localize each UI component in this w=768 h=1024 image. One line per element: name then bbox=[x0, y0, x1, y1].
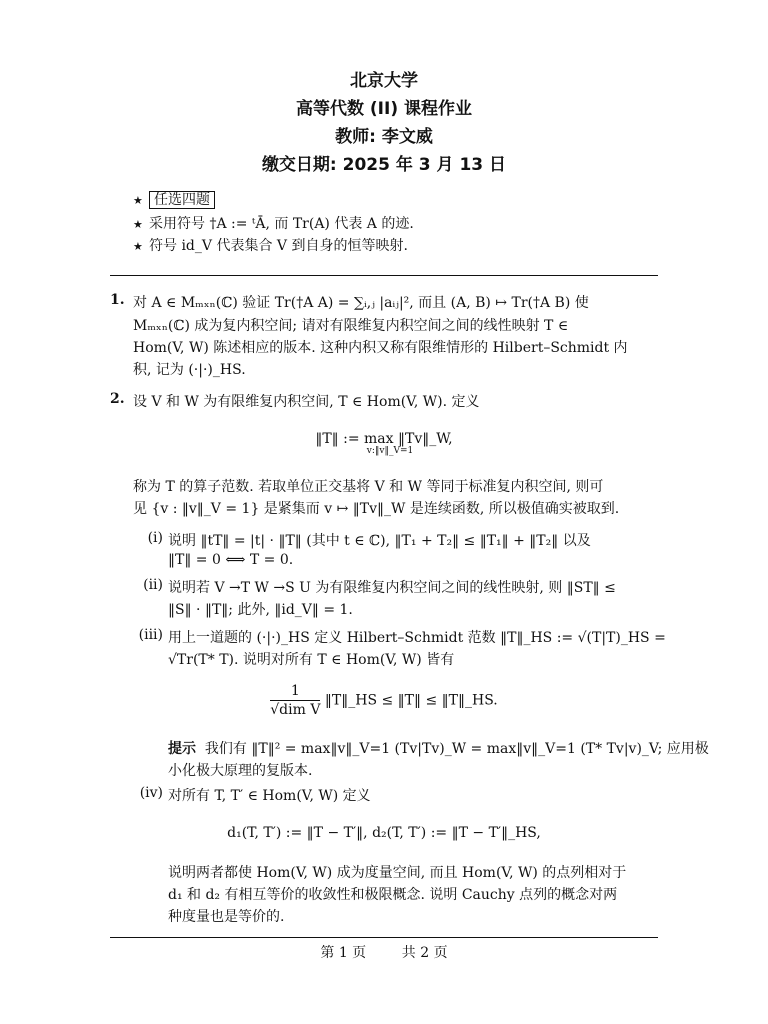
note-identity: ★ 符号 id_V 代表集合 V 到自身的恒等映射. bbox=[133, 238, 408, 254]
page-footer bbox=[0, 942, 768, 962]
part-iv-text: 种度量也是等价的. bbox=[168, 909, 285, 925]
metric-definition: d₁(T, T′) := ‖T − T′‖, d₂(T, T′) := ‖T − T′‖_HS, bbox=[227, 825, 541, 841]
part-i-label: (i) bbox=[147, 530, 163, 546]
hint-label: 提示 bbox=[168, 741, 196, 757]
part-ii-text: ‖S‖ · ‖T‖; 此外, ‖id_V‖ = 1. bbox=[168, 602, 353, 618]
fraction: $\frac{1}{\text{√dim V}}$ bbox=[270, 683, 321, 718]
problem-1-line: Mₘₓₙ(ℂ) 成为复内积空间; 请对有限维复内积空间之间的线性映射 T ∈ bbox=[133, 318, 569, 334]
problem-1-line: Hom(V, W) 陈述相应的版本. 这种内积又称有限维情形的 Hilbert–Schmidt 内 bbox=[133, 340, 628, 356]
part-iv-label: (iv) bbox=[139, 785, 163, 801]
star-bullet-icon: ★ bbox=[133, 194, 143, 207]
operator-norm-definition: ‖T‖ := max ‖Tv‖_W, bbox=[315, 431, 453, 447]
problem-2-text: 称为 T 的算子范数. 若取单位正交基将 V 和 W 等同于标准复内积空间, 则可 bbox=[133, 479, 604, 495]
problem-2-number: 2. bbox=[110, 391, 125, 407]
hint-line: 小化极大原理的复版本. bbox=[168, 763, 313, 779]
problem-2-intro: 设 V 和 W 为有限维复内积空间, T ∈ Hom(V, W). 定义 bbox=[133, 394, 480, 410]
due-date: 缴交日期: 2025 年 3 月 13 日 bbox=[261, 155, 507, 175]
problem-1-line: 对 A ∈ Mₘₓₙ(ℂ) 验证 Tr(†A A) = ∑ᵢ,ⱼ |aᵢⱼ|², 而且 (A, B) ↦ Tr(†A B) 使 bbox=[133, 295, 589, 311]
part-ii-label: (ii) bbox=[143, 577, 163, 593]
problem-2-text: 见 {v : ‖v‖_V = 1} 是紧集而 v ↦ ‖Tv‖_W 是连续函数, 所以极值确实被取到. bbox=[133, 501, 620, 517]
teacher-line: 教师: 李文威 bbox=[335, 127, 433, 147]
part-iii-text: √Tr(T* T). 说明对所有 T ∈ Hom(V, W) 皆有 bbox=[168, 652, 455, 668]
part-i-text: 说明 ‖tT‖ = |t| · ‖T‖ (其中 t ∈ ℂ), ‖T₁ + T₂‖ ≤ ‖T₁‖ + ‖T₂‖ 以及 bbox=[168, 533, 591, 549]
part-iv-text: 说明两者都使 Hom(V, W) 成为度量空间, 而且 Hom(V, W) 的点列相对于 bbox=[168, 865, 627, 881]
problem-1-number: 1. bbox=[110, 292, 125, 308]
part-i-text: ‖T‖ = 0 ⟺ T = 0. bbox=[168, 552, 294, 568]
part-iii-label: (iii) bbox=[138, 627, 163, 643]
page-total: 共 2 页 bbox=[401, 945, 448, 961]
course-title: 高等代数 (II) 课程作业 bbox=[295, 99, 473, 119]
part-iii-text: 用上一道题的 (·|·)_HS 定义 Hilbert–Schmidt 范数 ‖T‖_HS := √(T|T)_HS = bbox=[168, 630, 666, 646]
part-iv-text: d₁ 和 d₂ 有相互等价的收敛性和极限概念. 说明 Cauchy 点列的概念对两 bbox=[168, 887, 618, 903]
operator-norm-subscript: v:‖v‖_V=1 bbox=[366, 446, 414, 456]
note-notation: ★ 采用符号 †A := ᵗĀ, 而 Tr(A) 代表 A 的迹. bbox=[133, 216, 414, 232]
star-bullet-icon: ★ bbox=[133, 240, 143, 253]
hint-line: 提示 我们有 ‖T‖² = max‖v‖_V=1 (Tv|Tv)_W = max‖v‖_V=1 (T* Tv|v)_V; 应用极 bbox=[168, 741, 709, 757]
top-divider bbox=[110, 275, 658, 276]
part-ii-text: 说明若 V →T W →S U 为有限维复内积空间之间的线性映射, 则 ‖ST‖ ≤ bbox=[168, 580, 616, 596]
part-iv-text: 对所有 T, T′ ∈ Hom(V, W) 定义 bbox=[168, 788, 371, 804]
hs-inequality: $\frac{1}{\text{√dim V}}$ ‖T‖_HS ≤ ‖T‖ ≤ ‖T‖_HS. bbox=[270, 683, 498, 718]
page-number: 第 1 页 bbox=[320, 945, 367, 961]
note-choose-four: ★ 任选四题 bbox=[133, 189, 215, 209]
problem-1-line: 积, 记为 (·|·)_HS. bbox=[133, 362, 246, 378]
star-bullet-icon: ★ bbox=[133, 218, 143, 231]
bottom-divider bbox=[110, 937, 658, 938]
university-title: 北京大学 bbox=[350, 71, 418, 91]
